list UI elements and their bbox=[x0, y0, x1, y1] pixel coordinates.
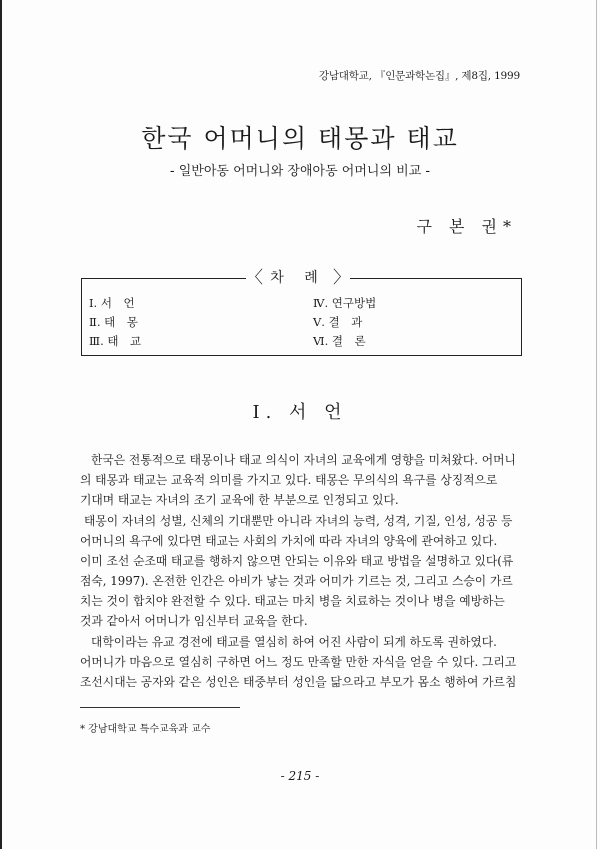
body-line: 것과 같아서 어머니가 임신부터 교육을 한다. bbox=[80, 614, 308, 628]
body-line: 한국은 전통적으로 태몽이나 태교 의식이 자녀의 교육에게 영향을 미쳐왔다. 어머니 bbox=[91, 453, 516, 467]
toc-close-bracket: 〉 bbox=[333, 268, 350, 288]
toc-top-rule-left bbox=[81, 278, 246, 279]
toc-item-1: Ⅰ. 서 언 bbox=[89, 296, 135, 310]
page-number: - 215 - bbox=[280, 769, 320, 783]
paper-title: 한국 어머니의 태몽과 태교 bbox=[141, 124, 459, 153]
toc-item-3: Ⅲ. 태 교 bbox=[89, 334, 142, 348]
body-line: 이미 조선 순조때 태교를 행하지 않으면 안되는 이유와 태교 방법을 설명하고 있다(류 bbox=[80, 554, 514, 568]
toc-item-5: Ⅴ. 결 과 bbox=[313, 315, 363, 329]
body-line: 어머니의 욕구에 있다면 태교는 사회의 가치에 따라 자녀의 양육에 관여하고 있다. bbox=[80, 534, 498, 548]
body-line: 어머니가 마음으로 열심히 구하면 어느 정도 만족할 만한 자식을 얻을 수 있다. 그리고 bbox=[80, 655, 517, 669]
body-line: 치는 것이 합치야 완전할 수 있다. 태교는 마치 병을 치료하는 것이나 병을 예방하는 bbox=[80, 594, 505, 608]
footnote-rule bbox=[80, 707, 240, 708]
running-head: 강남대학교, 『인문과학논집』, 제8집, 1999 bbox=[318, 70, 520, 82]
body-line: 의 태몽과 태교는 교육적 의미를 가지고 있다. 태몽은 무의식의 욕구를 상징적으로 bbox=[80, 473, 498, 487]
toc-heading bbox=[246, 266, 350, 290]
body-line: 기대며 태교는 자녀의 조기 교육에 한 부분으로 인정되고 있다. bbox=[80, 493, 399, 507]
author-name: 구 본 권* bbox=[416, 217, 517, 236]
section-heading: Ⅰ. 서 언 bbox=[252, 402, 348, 423]
toc-top-rule-right bbox=[350, 278, 521, 279]
toc-heading-text: 차 례 bbox=[270, 270, 326, 286]
toc-item-4: Ⅳ. 연구방법 bbox=[313, 296, 377, 310]
paper-subtitle: - 일반아동 어머니와 장애아동 어머니의 비교 - bbox=[169, 164, 431, 179]
body-line: 조선시대는 공자와 같은 성인은 태중부터 성인을 닮으라고 부모가 몸소 행하여 가르침 bbox=[80, 675, 517, 689]
author-affiliation-footnote: * 강남대학교 특수교육과 교수 bbox=[80, 724, 211, 735]
toc-item-2: Ⅱ. 태 몽 bbox=[89, 315, 138, 329]
body-line: 대학이라는 유교 경전에 태교를 열심히 하여 어진 사람이 되게 하도록 권하였다. bbox=[91, 635, 497, 649]
body-line: 태몽이 자녀의 성별, 신체의 기대뿐만 아니라 자녀의 능력, 성격, 기질, 인성, 성공 등 bbox=[84, 514, 513, 528]
body-line: 점숙, 1997). 온전한 인간은 아비가 낳는 것과 어미가 기르는 것, 그리고 스승이 가르 bbox=[80, 574, 513, 588]
toc-open-bracket: 〈 bbox=[246, 268, 263, 288]
toc-item-6: Ⅵ. 결 론 bbox=[313, 334, 366, 348]
